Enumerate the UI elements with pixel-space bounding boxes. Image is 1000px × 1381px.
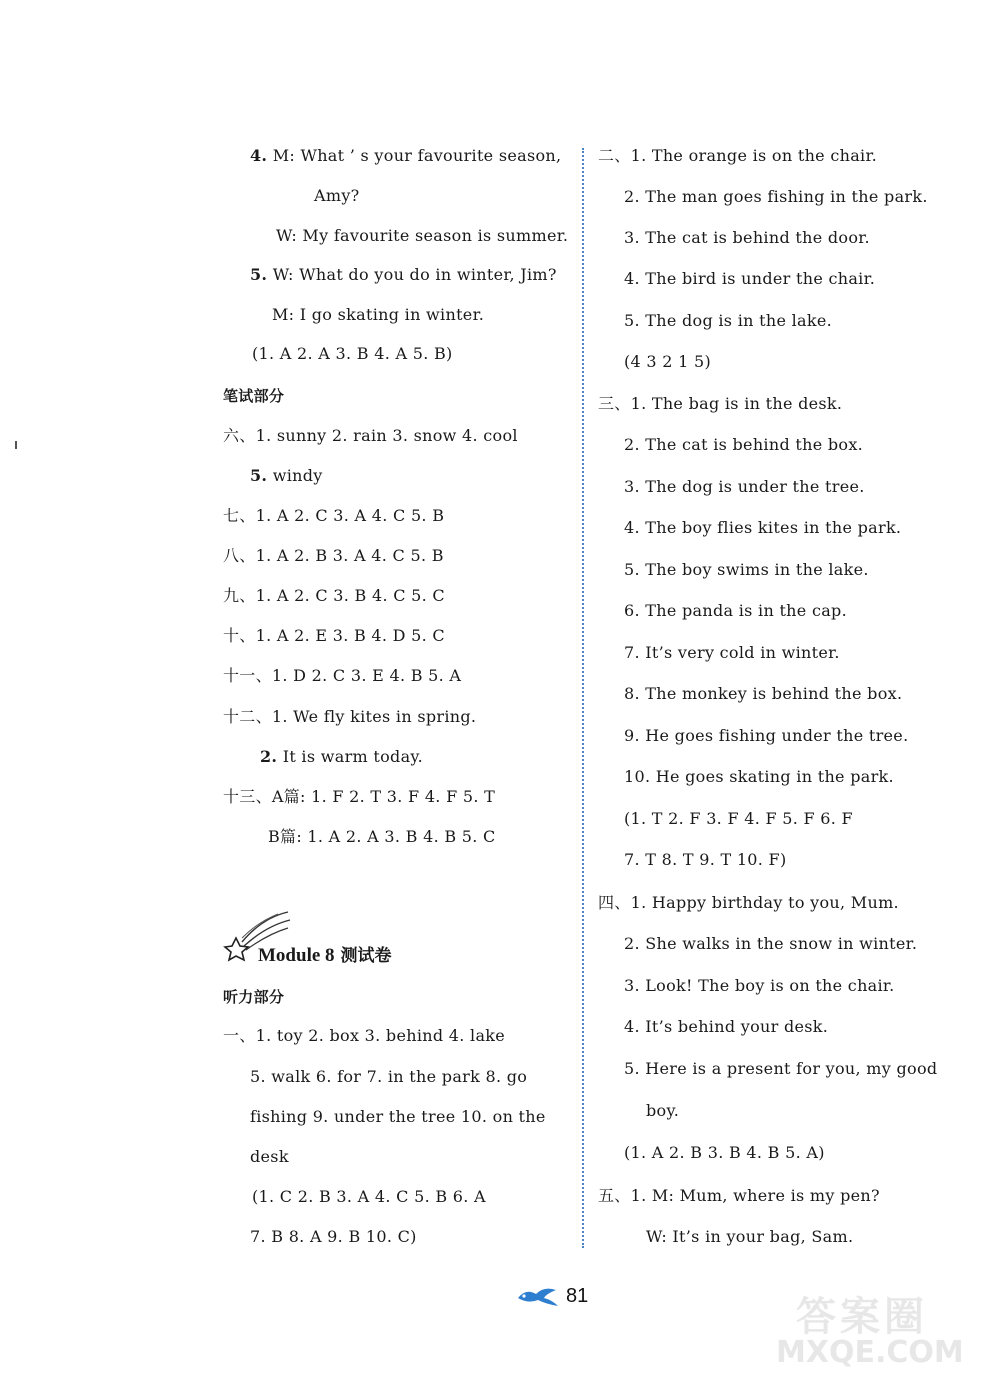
section-heading (223, 386, 284, 406)
line-text: 2. She walks in the snow in winter. (624, 934, 918, 953)
answer-line (624, 1017, 828, 1037)
answer-line (223, 626, 445, 646)
line-text: W: It’s in your bag, Sam. (646, 1227, 854, 1246)
answer-line (624, 477, 865, 497)
line-text: 2. The cat is behind the box. (624, 435, 864, 454)
line-text: 十三、A篇: 1. F 2. T 3. F 4. F 5. T (223, 787, 496, 806)
answer-line (624, 934, 917, 954)
answer-line (223, 707, 476, 727)
line-text: Amy? (314, 186, 360, 205)
line-text: 10. He goes skating in the park. (624, 767, 894, 786)
answer-line (598, 1186, 880, 1206)
answer-line (223, 426, 518, 446)
line-text: 十、1. A 2. E 3. B 4. D 5. C (223, 626, 445, 645)
line-text: 3. Look! The boy is on the chair. (624, 976, 895, 995)
answer-line (250, 265, 557, 285)
line-text: 3. The cat is behind the door. (624, 228, 870, 247)
answer-line (624, 1059, 937, 1079)
answer-line (252, 1187, 486, 1207)
line-text: 7. T 8. T 9. T 10. F) (624, 850, 787, 869)
answer-line (314, 186, 360, 206)
answer-line (250, 466, 323, 486)
line-text: 八、1. A 2. B 3. A 4. C 5. B (223, 546, 444, 565)
answer-line (624, 187, 928, 207)
answer-line (624, 560, 869, 580)
answer-line (252, 344, 453, 364)
line-text: M: What ’ s your favourite season, (267, 146, 562, 165)
line-text: (1. C 2. B 3. A 4. C 5. B 6. A (252, 1187, 486, 1206)
line-text: 8. The monkey is behind the box. (624, 684, 903, 703)
margin-mark (15, 441, 17, 449)
module-title-en: Module 8 (258, 945, 335, 966)
answer-line (223, 666, 461, 686)
line-text: 4. The bird is under the chair. (624, 269, 876, 288)
line-text: 三、1. The bag is in the desk. (598, 394, 843, 413)
watermark (776, 1285, 986, 1375)
line-text: 7. B 8. A 9. B 10. C) (250, 1227, 417, 1246)
answer-line (272, 305, 484, 325)
section-heading (223, 987, 284, 1007)
answer-line (624, 850, 787, 870)
answer-line (598, 893, 899, 913)
item-number: 2. (260, 747, 278, 766)
bird-icon (516, 1284, 560, 1308)
line-text: 6. The panda is in the cap. (624, 601, 847, 620)
line-text: boy. (646, 1101, 680, 1120)
line-text: M: I go skating in winter. (272, 305, 485, 324)
line-text: 听力部分 (223, 988, 285, 1006)
line-text: 5. The dog is in the lake. (624, 311, 833, 330)
answer-line (624, 809, 853, 829)
line-text: 七、1. A 2. C 3. A 4. C 5. B (223, 506, 445, 525)
line-text: W: My favourite season is summer. (276, 226, 569, 245)
answer-line (598, 146, 877, 166)
line-text: 九、1. A 2. C 3. B 4. C 5. C (223, 586, 445, 605)
line-text: 笔试部分 (223, 387, 285, 405)
line-text: (1. T 2. F 3. F 4. F 5. F 6. F (624, 809, 853, 828)
answer-line (250, 1227, 417, 1247)
line-text: 4. The boy flies kites in the park. (624, 518, 902, 537)
line-text: (1. A 2. B 3. B 4. B 5. A) (624, 1143, 825, 1162)
answer-line (624, 228, 870, 248)
line-text: 3. The dog is under the tree. (624, 477, 865, 496)
answer-line (624, 269, 875, 289)
line-text: 二、1. The orange is on the chair. (598, 146, 878, 165)
answer-line (250, 146, 561, 166)
answer-line (276, 226, 568, 246)
line-text: (4 3 2 1 5) (624, 352, 712, 371)
answer-line (223, 586, 445, 606)
module-title-cn: 测试卷 (340, 946, 392, 966)
item-number: 5. (250, 466, 268, 485)
answer-line (268, 827, 496, 847)
answer-line (624, 311, 832, 331)
answer-line (250, 1147, 289, 1167)
answer-line (646, 1101, 679, 1121)
answer-line (624, 767, 894, 787)
answer-line (624, 726, 908, 746)
line-text: B篇: 1. A 2. A 3. B 4. B 5. C (268, 827, 496, 846)
line-text: 7. It’s very cold in winter. (624, 643, 840, 662)
answer-line (223, 546, 444, 566)
line-text: 十一、1. D 2. C 3. E 4. B 5. A (223, 666, 462, 685)
answer-line (624, 435, 863, 455)
answer-line (624, 1143, 825, 1163)
line-text: 4. It’s behind your desk. (624, 1017, 829, 1036)
line-text: fishing 9. under the tree 10. on the (250, 1107, 546, 1126)
watermark-line2: MXQE.COM (776, 1335, 964, 1370)
answer-line (624, 601, 847, 621)
answer-line (624, 976, 895, 996)
page-number: 81 (566, 1285, 589, 1307)
line-text: 5. The boy swims in the lake. (624, 560, 869, 579)
line-text: 六、1. sunny 2. rain 3. snow 4. cool (223, 426, 518, 445)
column-divider (582, 148, 584, 1248)
line-text: W: What do you do in winter, Jim? (267, 265, 557, 284)
answer-line (223, 1026, 505, 1046)
item-number: 5. (250, 265, 268, 284)
answer-line (646, 1227, 853, 1247)
answer-line (624, 643, 840, 663)
line-text: 5. Here is a present for you, my good (624, 1059, 938, 1078)
line-text: 一、1. toy 2. box 3. behind 4. lake (223, 1026, 506, 1045)
line-text: 四、1. Happy birthday to you, Mum. (598, 893, 899, 912)
line-text: 5. walk 6. for 7. in the park 8. go (250, 1067, 528, 1086)
answer-line (223, 506, 444, 526)
module-title (258, 941, 392, 967)
line-text: 2. The man goes fishing in the park. (624, 187, 928, 206)
line-text: It is warm today. (277, 747, 424, 766)
answer-line (624, 352, 711, 372)
answer-line (260, 747, 423, 767)
line-text: 十二、1. We fly kites in spring. (223, 707, 477, 726)
answer-line (624, 518, 901, 538)
item-number: 4. (250, 146, 268, 165)
answer-line (250, 1107, 546, 1127)
answer-line (223, 787, 495, 807)
line-text: desk (250, 1147, 289, 1166)
watermark-line1: 答案圈 (796, 1294, 928, 1340)
answer-line (624, 684, 902, 704)
line-text: 9. He goes fishing under the tree. (624, 726, 909, 745)
line-text: (1. A 2. A 3. B 4. A 5. B) (252, 344, 453, 363)
line-text: 五、1. M: Mum, where is my pen? (598, 1186, 880, 1205)
answer-line (250, 1067, 527, 1087)
answer-line (598, 394, 842, 414)
line-text: windy (267, 466, 323, 485)
